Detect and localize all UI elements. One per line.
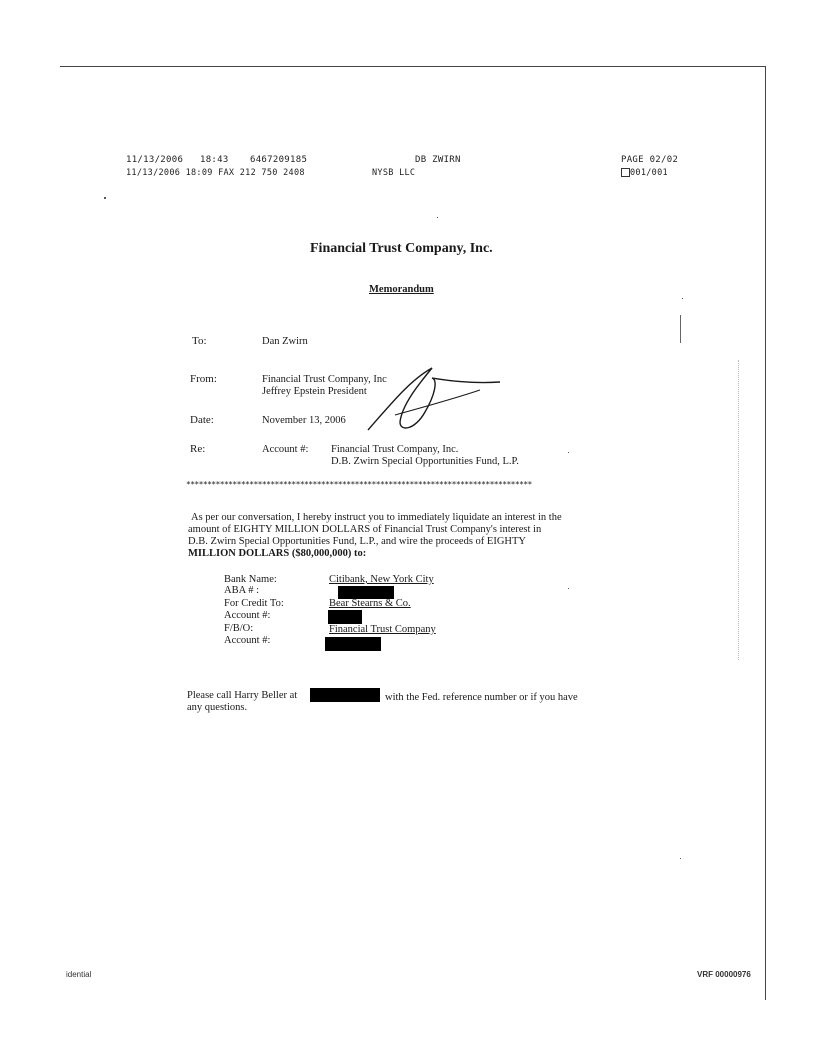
re-line1: Financial Trust Company, Inc. [331,444,459,455]
right-border-line [765,66,766,1000]
credit-to-label: For Credit To: [224,598,284,609]
bank-name-label: Bank Name: [224,574,277,585]
fax-page-box-icon [621,168,630,177]
footer-left-text: idential [66,970,92,979]
closing-line-2: any questions. [187,702,248,713]
redaction-account2 [325,637,381,651]
footer-bates-number: VRF 00000976 [697,970,751,979]
top-border-line [60,66,766,67]
fax-header-line1-sender: DB ZWIRN [415,155,461,165]
credit-to-value: Bear Stearns & Co. [329,598,411,609]
closing-part-1: Please call Harry Beller at [187,690,298,701]
fax-header-line1-phone: 6467209185 [250,155,308,165]
date-value: November 13, 2006 [262,415,346,426]
fax-header-line2-stamp: 11/13/2006 18:09 FAX 212 750 2408 [126,168,305,178]
to-label: To: [192,335,207,347]
date-label: Date: [190,414,214,426]
fbo-value: Financial Trust Company [329,624,436,635]
scan-speck [568,452,569,453]
fbo-label: F/B/O: [224,623,254,634]
memo-heading: Memorandum [369,284,434,295]
bank-name-value: Citibank, New York City [329,574,434,585]
fax-header-line1-time: 18:43 [200,155,229,165]
closing-part-2: with the Fed. reference number or if you have [385,692,578,703]
body-line-1: As per our conversation, I hereby instruct you to immediately liquidate an interest in the [191,512,562,523]
scan-edge-dots [738,360,740,660]
scan-mark [680,315,681,343]
account1-label: Account #: [224,610,271,621]
separator-line: ********************************************************************************** [186,480,532,489]
redaction-phone [310,688,380,702]
from-line2: Jeffrey Epstein President [262,386,367,397]
from-line1: Financial Trust Company, Inc [262,374,387,385]
company-title: Financial Trust Company, Inc. [310,241,493,256]
re-account-label: Account #: [262,444,309,455]
to-value: Dan Zwirn [262,336,308,347]
body-line-3: D.B. Zwirn Special Opportunities Fund, L.P., and wire the proceeds of EIGHTY [188,536,526,547]
scan-speck [568,588,569,589]
fax-header-line2-page: 001/001 [630,168,668,178]
signature [360,360,510,440]
scan-speck [437,217,438,218]
re-line2: D.B. Zwirn Special Opportunities Fund, L.P. [331,456,519,467]
account2-label: Account #: [224,635,271,646]
aba-label: ABA # : [224,585,260,596]
scan-speck [104,197,106,199]
body-line-4: MILLION DOLLARS ($80,000,000) to: [188,548,367,559]
scan-speck [682,298,683,299]
fax-header-line1-date: 11/13/2006 [126,155,184,165]
from-label: From: [190,373,217,385]
re-label: Re: [190,443,206,455]
fax-header-line2-sender: NYSB LLC [372,168,416,178]
fax-header-page: PAGE 02/02 [621,155,679,165]
scan-speck [680,858,681,859]
redaction-account1 [328,610,362,624]
body-line-2: amount of EIGHTY MILLION DOLLARS of Financial Trust Company's interest in [188,524,542,535]
